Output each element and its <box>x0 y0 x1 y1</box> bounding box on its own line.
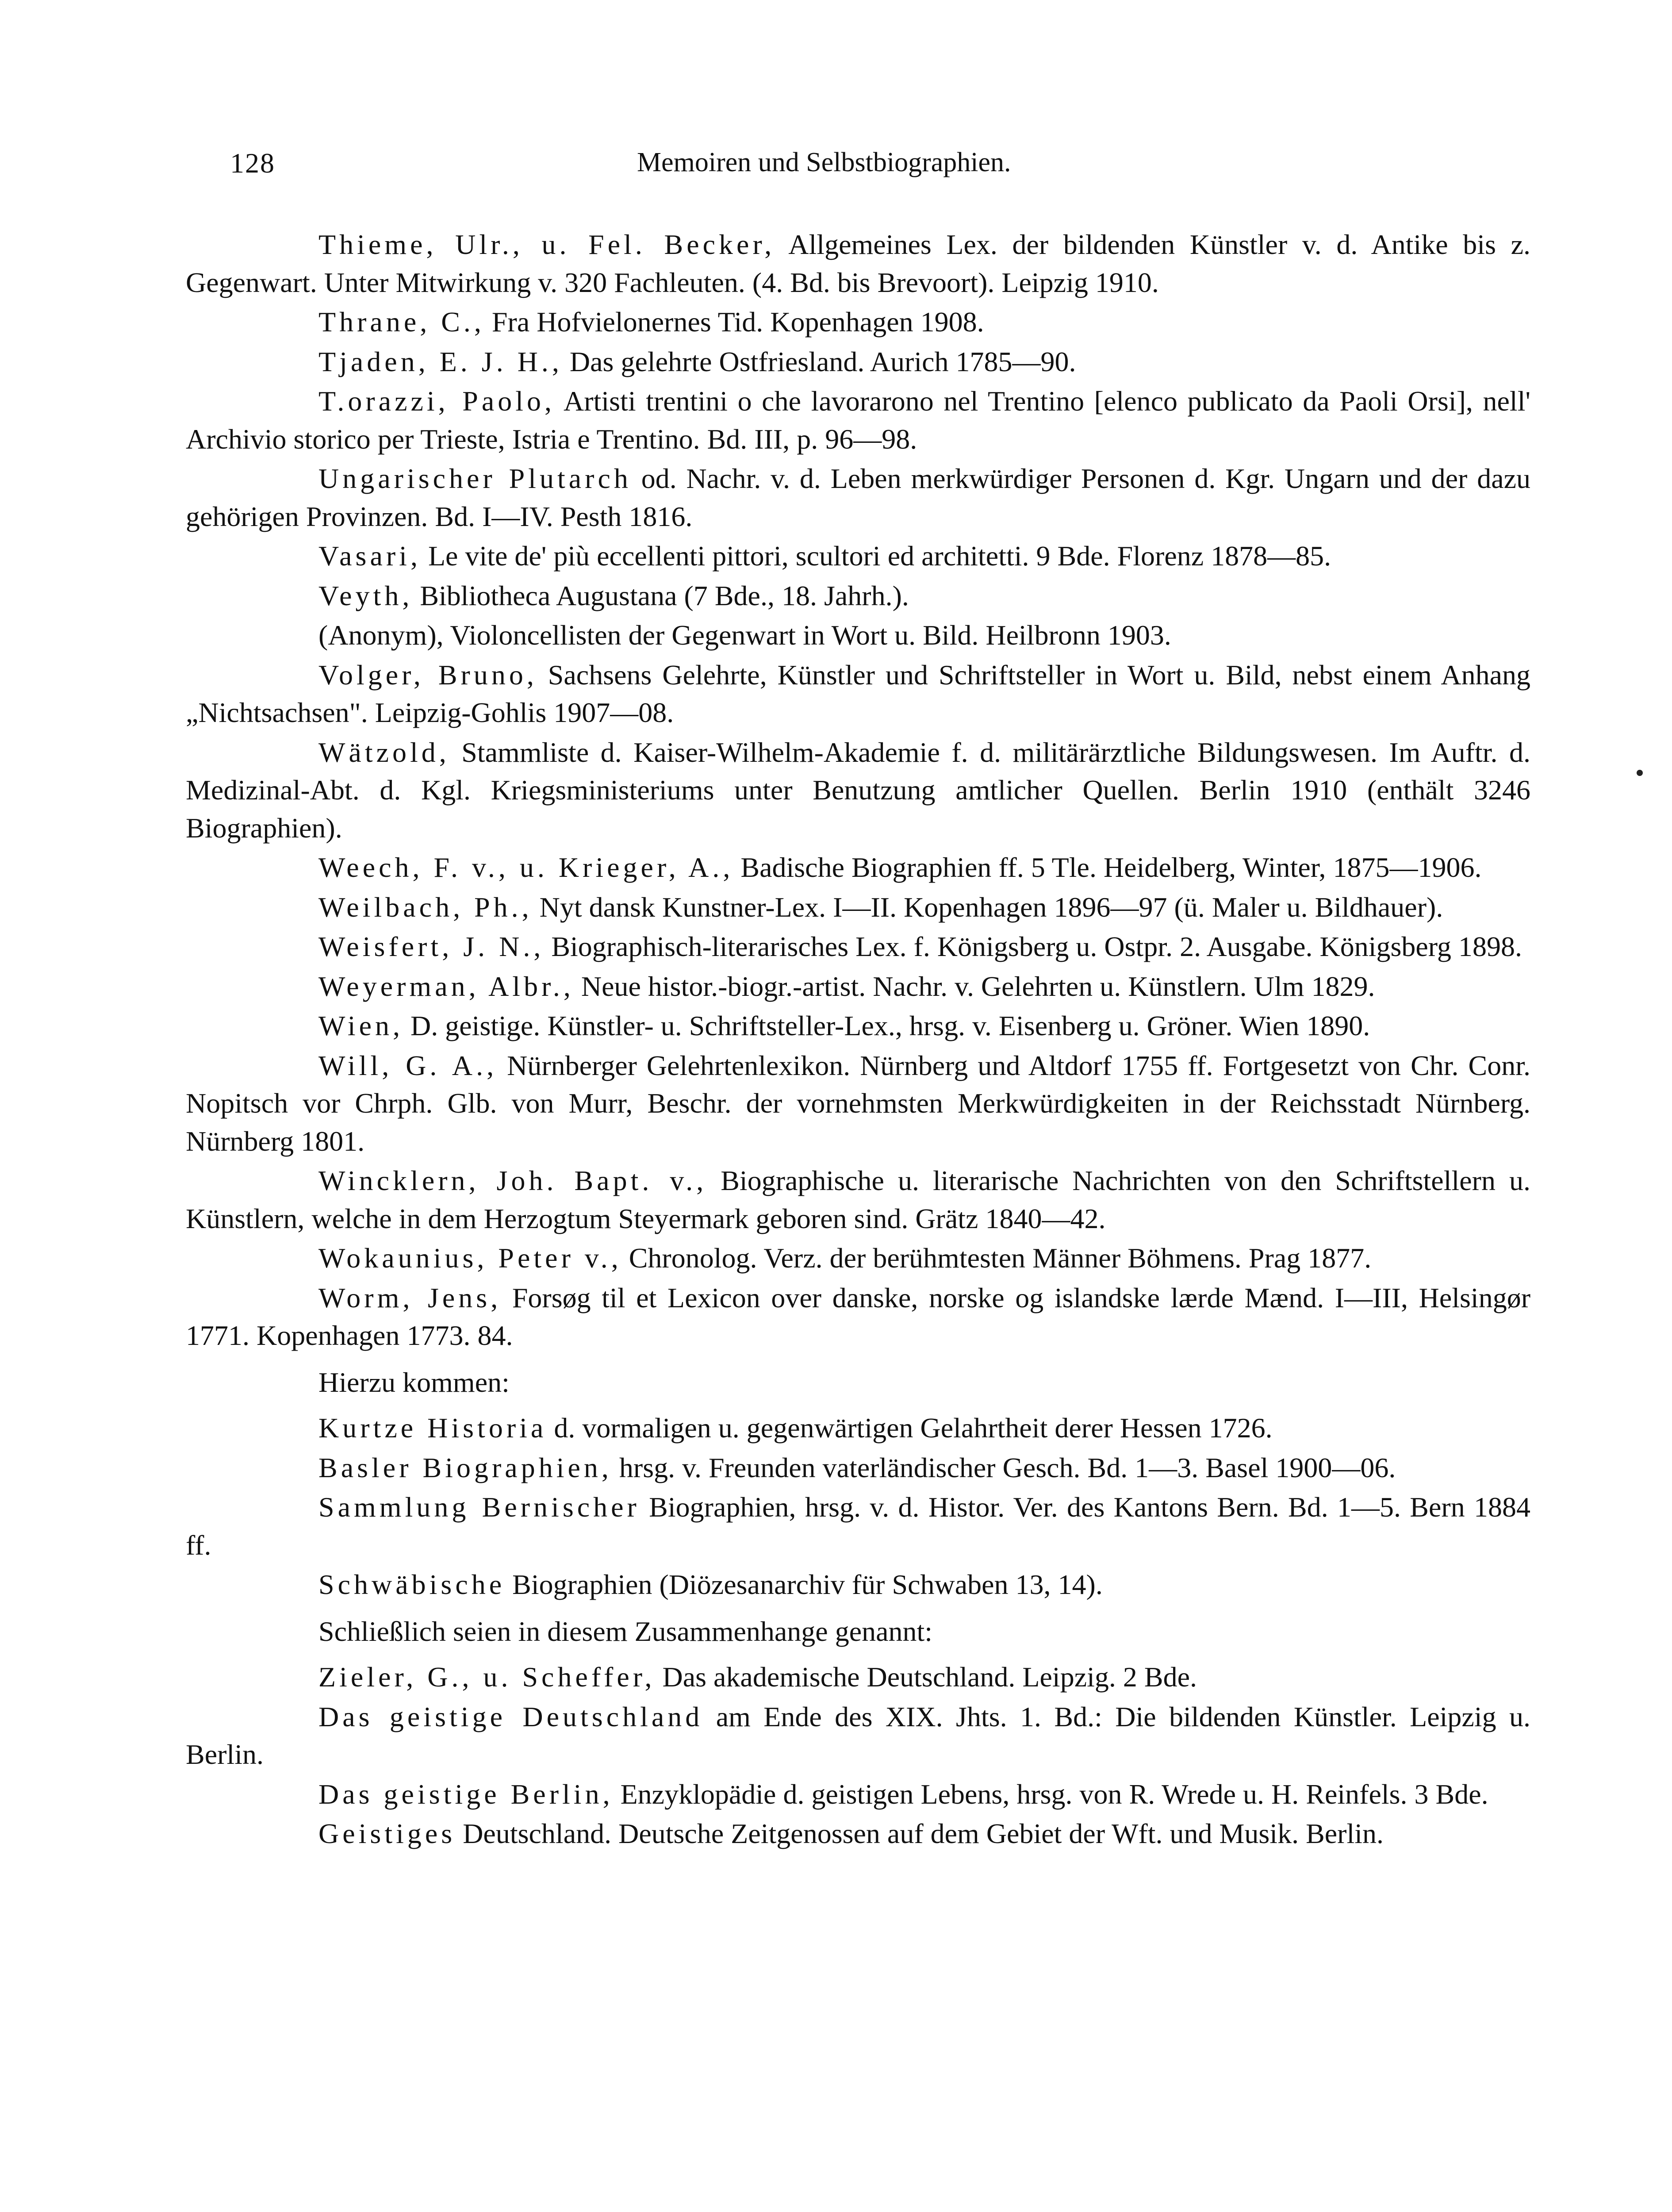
page-number: 128 <box>230 147 275 179</box>
running-title: Memoiren und Selbstbiographien. <box>637 147 1011 177</box>
entry-wokaunius <box>186 1239 1530 1277</box>
entry-torazzi <box>186 382 1530 458</box>
entry-volger <box>186 656 1530 732</box>
entry-text: Enzyklopädie d. geistigen Lebens, hrsg. von R. Wrede u. H. Reinfels. 3 Bde. <box>613 1778 1488 1810</box>
entry-kurtze-historia <box>186 1409 1530 1447</box>
entry-text: Chronolog. Verz. der berühmtesten Männer Böhmens. Prag 1877. <box>621 1242 1372 1274</box>
entry-vasari <box>186 537 1530 575</box>
entry-geistige-deutschland <box>186 1698 1530 1774</box>
entry-text: Biographische u. literarische Nachrichten von den Schriftstellern u. Künstlern, welche in dem Herzogtum Steyermark geboren sind. Grätz 1840—42. <box>186 1165 1531 1234</box>
entry-author: Weisfert, J. N., <box>318 931 545 962</box>
entry-sammlung-bernischer <box>186 1488 1530 1564</box>
entry-author: Das geistige Deutschland <box>318 1701 703 1732</box>
entry-author: Kurtze Historia <box>318 1412 547 1444</box>
entry-will <box>186 1047 1530 1160</box>
entry-weisfert <box>186 928 1530 966</box>
entry-text: Stammliste d. Kaiser-Wilhelm-Akademie f. d. militärärztliche Bildungswesen. Im Auftr. d. Medizinal-Abt. d. Kgl. Kriegsministeriums unter Benutzung amtlicher Quellen. Berlin 1910 (enthält 3246 Biographien). <box>186 736 1530 844</box>
entry-anonym <box>186 616 1530 654</box>
entry-text: d. vormaligen u. gegenwärtigen Gelahrtheit derer Hessen 1726. <box>547 1412 1273 1444</box>
entry-text: Allgemeines Lex. der bildenden Künstler v. d. Antike bis z. Gegenwart. Unter Mitwirkung v. 320 Fachleuten. (4. Bd. bis Brevoort). Leipzig 1910. <box>186 229 1531 298</box>
entry-author: Das geistige Berlin, <box>318 1778 614 1810</box>
entry-author: Schwäbische <box>318 1569 506 1600</box>
entry-text: Biographien (Diözesanarchiv für Schwaben 13, 14). <box>505 1569 1103 1600</box>
entry-veyth <box>186 577 1530 615</box>
entry-thrane <box>186 303 1530 341</box>
entry-text: Biographien, hrsg. v. d. Histor. Ver. des Kantons Bern. Bd. 1—5. Bern 1884 ff. <box>186 1491 1531 1561</box>
entry-text: od. Nachr. v. d. Leben merkwürdiger Personen d. Kgr. Ungarn und der dazu gehörigen Provinzen. Bd. I—IV. Pesth 1816. <box>186 463 1531 532</box>
entry-text: hrsg. v. Freunden vaterländischer Gesch. Bd. 1—3. Basel 1900—06. <box>612 1452 1396 1483</box>
entry-weilbach <box>186 888 1530 926</box>
entry-tjaden <box>186 343 1530 381</box>
entry-text: Forsøg til et Lexicon over danske, norske og islandske lærde Mænd. I—III, Helsingør 1771. Kopenhagen 1773. 84. <box>186 1282 1531 1351</box>
entry-author: Weyerman, Albr., <box>318 970 574 1002</box>
entry-text: D. geistige. Künstler- u. Schriftsteller-Lex., hrsg. v. Eisenberg u. Gröner. Wien 1890. <box>403 1010 1370 1041</box>
entry-text: Das gelehrte Ostfriesland. Aurich 1785—90. <box>562 346 1076 377</box>
entry-weech <box>186 849 1530 887</box>
entry-author: Ungarischer Plutarch <box>318 463 632 494</box>
entry-wincklern <box>186 1162 1530 1237</box>
entry-schwaebische <box>186 1566 1530 1604</box>
entry-text: Nyt dansk Kunstner-Lex. I—II. Kopenhagen 1896—97 (ü. Maler u. Bildhauer). <box>532 891 1443 923</box>
entry-text: Fra Hofvielonernes Tid. Kopenhagen 1908. <box>484 306 984 338</box>
entry-waetzold <box>186 733 1530 847</box>
section-heading-hierzu: Hierzu kommen: <box>318 1366 510 1398</box>
entry-author: Will, G. A., <box>318 1049 498 1081</box>
entry-author: Thieme, Ulr., u. Fel. Becker, <box>318 229 775 260</box>
entry-text: am Ende des XIX. Jhts. 1. Bd.: Die bildenden Künstler. Leipzig u. Berlin. <box>186 1701 1531 1770</box>
entry-author: Worm, Jens, <box>318 1282 502 1313</box>
entry-text: (Anonym), Violoncellisten der Gegenwart in Wort u. Bild. Heilbronn 1903. <box>318 619 1171 651</box>
entry-author: Zieler, G., u. Scheffer, <box>318 1661 656 1693</box>
margin-mark <box>1637 770 1643 776</box>
entry-text: Badische Biographien ff. 5 Tle. Heidelberg, Winter, 1875—1906. <box>733 852 1482 883</box>
section-heading-schliesslich: Schließlich seien in diesem Zusammenhange genannt: <box>318 1615 933 1647</box>
entry-author: Geistiges <box>318 1818 456 1849</box>
entry-author: Veyth, <box>318 580 413 611</box>
entry-ungarischer-plutarch <box>186 460 1530 535</box>
entry-text: Biographisch-literarisches Lex. f. Königsberg u. Ostpr. 2. Ausgabe. Königsberg 1898. <box>544 931 1522 962</box>
entry-author: Tjaden, E. J. H., <box>318 346 563 377</box>
entry-basler-biographien <box>186 1449 1530 1487</box>
entry-author: Vasari, <box>318 540 421 572</box>
entry-weyerman <box>186 968 1530 1006</box>
entry-text: Das akademische Deutschland. Leipzig. 2 Bde. <box>655 1661 1197 1693</box>
entry-thieme <box>186 226 1530 301</box>
entry-author: Weech, F. v., u. Krieger, A., <box>318 852 734 883</box>
entry-author: Wokaunius, Peter v., <box>318 1242 622 1274</box>
entry-author: Volger, Bruno, <box>318 659 537 691</box>
entry-worm <box>186 1279 1530 1355</box>
entry-geistige-berlin <box>186 1775 1530 1813</box>
entry-author: Wätzold, <box>318 736 450 768</box>
entry-text: Artisti trentini o che lavorarono nel Trentino [elenco publicato da Paoli Orsi], nell' Archivio storico per Trieste, Istria e Trentino. Bd. III, p. 96—98. <box>186 385 1531 455</box>
entry-wien <box>186 1007 1530 1045</box>
entry-zieler <box>186 1658 1530 1696</box>
entry-text: Le vite de' più eccellenti pittori, scultori ed architetti. 9 Bde. Florenz 1878—85. <box>421 540 1331 572</box>
entry-geistiges-deutschland <box>186 1815 1530 1853</box>
entry-author: Wincklern, Joh. Bapt. v., <box>318 1165 707 1196</box>
entry-text: Nürnberger Gelehrtenlexikon. Nürnberg und Altdorf 1755 ff. Fortgesetzt von Chr. Conr. Nopitsch vor Chrph. Glb. von Murr, Beschr. der vornehmsten Merkwürdigkeiten in der Reichsstadt Nürnberg. Nürnberg 1801. <box>186 1049 1531 1157</box>
entry-text: Bibliotheca Augustana (7 Bde., 18. Jahrh.). <box>413 580 909 611</box>
entry-author: Sammlung Bernischer <box>318 1491 640 1523</box>
bibliography-list <box>186 226 1530 1855</box>
entry-author: Wien, <box>318 1010 404 1041</box>
entry-text: Deutschland. Deutsche Zeitgenossen auf dem Gebiet der Wft. und Musik. Berlin. <box>456 1818 1384 1849</box>
entry-author: T.orazzi, Paolo, <box>318 385 556 417</box>
entry-text: Neue histor.-biogr.-artist. Nachr. v. Gelehrten u. Künstlern. Ulm 1829. <box>574 970 1375 1002</box>
entry-author: Basler Biographien, <box>318 1452 612 1483</box>
entry-text: Sachsens Gelehrte, Künstler und Schriftsteller in Wort u. Bild, nebst einem Anhang „Nichtsachsen". Leipzig-Gohlis 1907—08. <box>186 659 1531 728</box>
entry-author: Thrane, C., <box>318 306 485 338</box>
entry-author: Weilbach, Ph., <box>318 891 533 923</box>
